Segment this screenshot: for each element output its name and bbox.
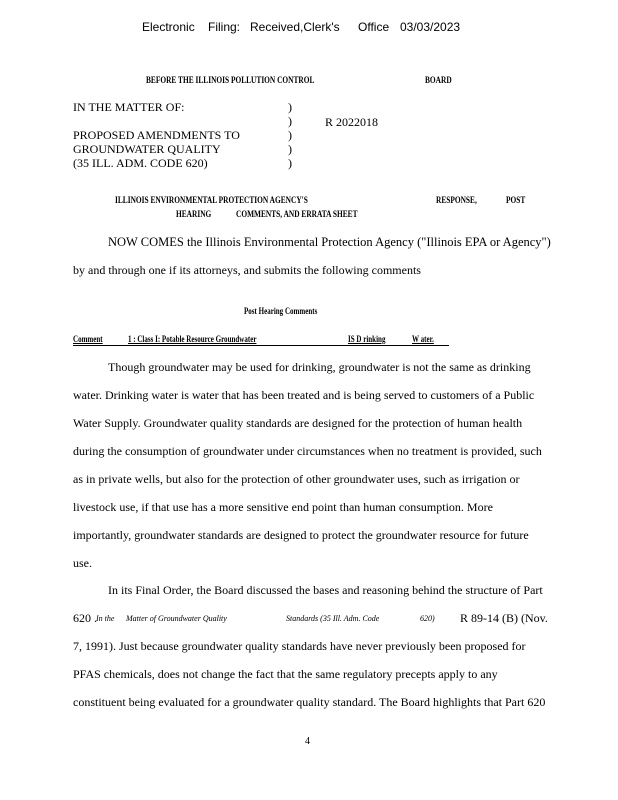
stamp-electronic: Electronic [142, 20, 195, 34]
stamp-filing: Filing: [208, 20, 241, 34]
comment-is-drinking: IS D rinking [348, 334, 386, 344]
para1-line: livestock use, if that use has a more sensitive end point than human consumption. More [73, 500, 493, 514]
stamp-received: Received,Clerk's [250, 20, 340, 34]
header-before: BEFORE THE ILLINOIS POLLUTION CONTROL [146, 75, 315, 85]
para2-docket-date: R 89-14 (B) (Nov. [460, 611, 548, 625]
para2-line3: 7, 1991). Just because groundwater quality standards have never previously been proposed for [73, 639, 526, 653]
title-comments: COMMENTS, AND ERRATA SHEET [236, 209, 358, 219]
para2-line4: PFAS chemicals, does not change the fact that the same regulatory precepts apply to any [73, 667, 498, 681]
caption-line2: PROPOSED AMENDMENTS TO [73, 128, 240, 142]
intro-line2: by and through one if its attorneys, and submits the following comments [73, 263, 421, 277]
para1-line: Though groundwater may be used for drinking, groundwater is not the same as drinking [108, 360, 531, 374]
para2-line1: In its Final Order, the Board discussed the bases and reasoning behind the structure of Part [108, 583, 543, 597]
intro-line1: NOW COMES the Illinois Environmental Protection Agency ("Illinois EPA or Agency") [108, 235, 551, 249]
section-heading: Post Hearing Comments [244, 306, 318, 316]
title-post: POST [506, 195, 526, 205]
title-agency: ILLINOIS ENVIRONMENTAL PROTECTION AGENCY'S [115, 195, 308, 205]
para1-line: as in private wells, but also for the protection of other groundwater uses, such as irrigation or [73, 472, 520, 486]
page-number: 4 [305, 736, 310, 747]
para2-in-the: In the [96, 614, 115, 623]
para2-standards: Standards (35 Ill. Adm. Code [286, 614, 380, 623]
caption-paren: ) [288, 100, 292, 114]
title-hearing: HEARING [176, 209, 212, 219]
para1-line: use. [73, 556, 92, 570]
docket-number: R 2022018 [325, 115, 379, 129]
caption-matter: IN THE MATTER OF: [73, 100, 185, 114]
para2-620: 620 . [73, 611, 97, 625]
caption-line3: GROUNDWATER QUALITY [73, 142, 221, 156]
caption-paren: ) [288, 156, 292, 170]
comment-label: Comment [73, 334, 103, 344]
para1-line: during the consumption of groundwater under circumstances when no treatment is provided, such [73, 444, 542, 458]
para2-620-close: 620) [420, 614, 435, 623]
stamp-office: Office [358, 20, 390, 34]
caption-paren: ) [288, 142, 292, 156]
caption-line4: (35 ILL. ADM. CODE 620) [73, 156, 208, 170]
header-board: BOARD [425, 75, 452, 85]
caption-paren: ) [288, 128, 292, 142]
para1-line: importantly, groundwater standards are designed to protect the groundwater resource for future [73, 528, 529, 542]
comment-water: W ater. [412, 334, 434, 344]
para2-case-name: Matter of Groundwater Quality [126, 614, 227, 623]
para2-line5: constituent being evaluated for a groundwater quality standard. The Board highlights that Part 620 [73, 695, 546, 709]
para1-line: water. Drinking water is water that has been treated and is being served to customers of a Public [73, 388, 535, 402]
title-response: RESPONSE, [436, 195, 477, 205]
heading-underline [73, 345, 449, 346]
para1-line: Water Supply. Groundwater quality standards are designed for the protection of human health [73, 416, 523, 430]
comment-topic: 1 : Class I: Potable Resource Groundwater [128, 334, 257, 344]
stamp-date: 03/03/2023 [400, 20, 461, 34]
caption-paren: ) [288, 114, 292, 128]
